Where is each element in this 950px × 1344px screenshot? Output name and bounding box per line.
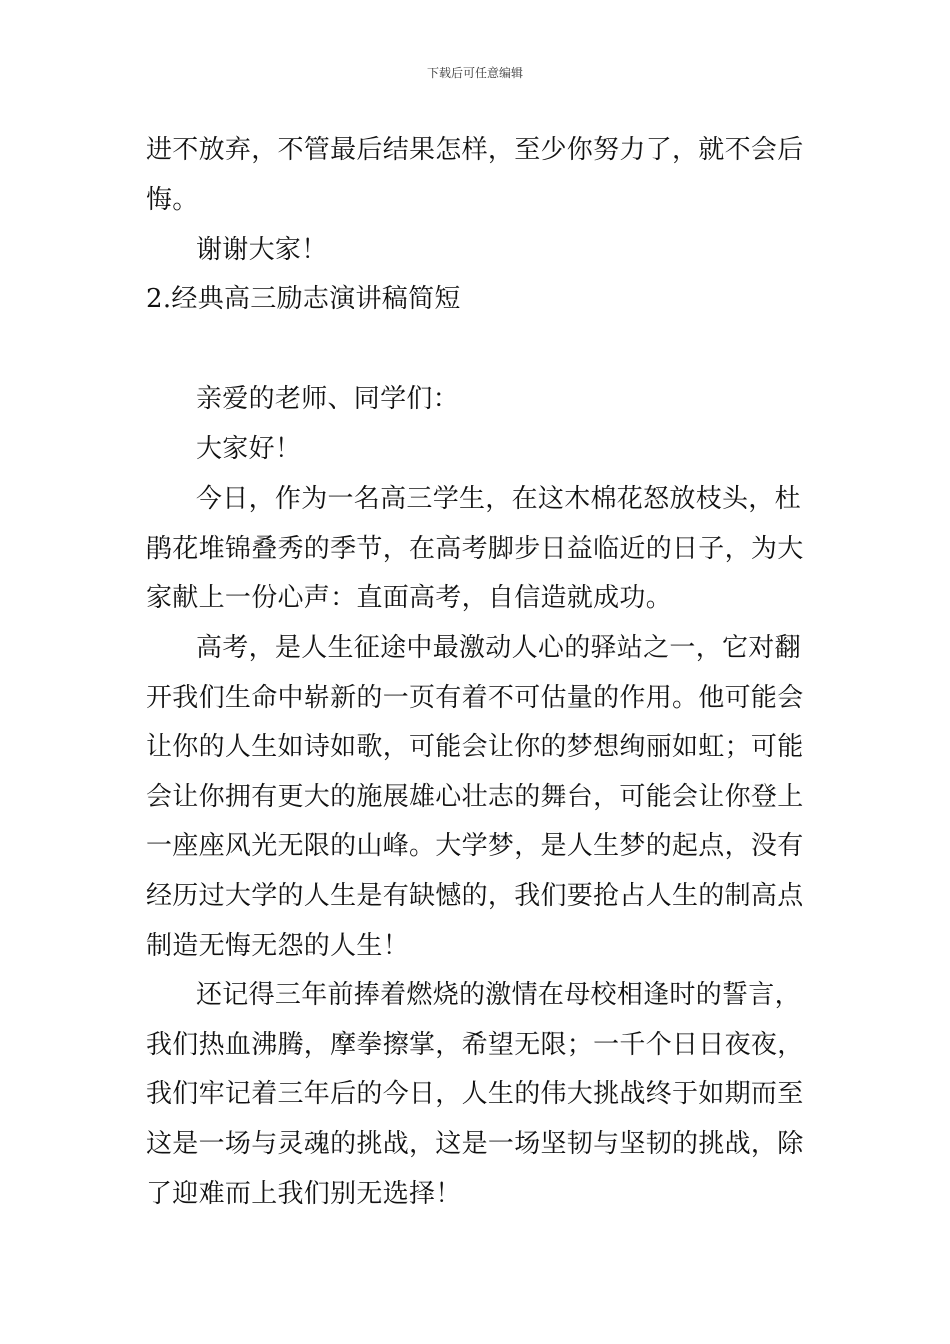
paragraph-line: 谢谢大家！ (196, 235, 328, 265)
paragraph-line: 经历过大学的人生是有缺憾的，我们要抢占人生的制高点 (146, 881, 804, 911)
paragraph-line: 一座座风光无限的山峰。大学梦，是人生梦的起点，没有 (146, 831, 804, 861)
paragraph-line: 还记得三年前捧着燃烧的激情在母校相逢时的誓言， (196, 980, 801, 1010)
paragraph-line: 大家好！ (196, 434, 302, 464)
paragraph-line: 高考，是人生征途中最激动人心的驿站之一，它对翻 (196, 633, 801, 663)
paragraph-line: 开我们生命中崭新的一页有着不可估量的作用。他可能会 (146, 683, 804, 713)
paragraph-line: 这是一场与灵魂的挑战，这是一场坚韧与坚韧的挑战，除 (146, 1129, 804, 1159)
section-heading: 2.经典高三励志演讲稿简短 (146, 284, 461, 314)
paragraph-line: 我们牢记着三年后的今日，人生的伟大挑战终于如期而至 (146, 1079, 804, 1109)
paragraph-line: 亲爱的老师、同学们： (196, 384, 460, 414)
paragraph-line: 今日，作为一名高三学生，在这木棉花怒放枝头，杜 (196, 484, 801, 514)
paragraph-line: 鹃花堆锦叠秀的季节，在高考脚步日益临近的日子，为大 (146, 534, 804, 564)
paragraph-line: 进不放弃，不管最后结果怎样，至少你努力了，就不会后 (146, 135, 804, 165)
paragraph-line: 家献上一份心声：直面高考，自信造就成功。 (146, 583, 673, 613)
paragraph-line: 让你的人生如诗如歌，可能会让你的梦想绚丽如虹；可能 (146, 732, 804, 762)
page-header: 下载后可任意编辑 (426, 66, 523, 80)
paragraph-line: 会让你拥有更大的施展雄心壮志的舞台，可能会让你登上 (146, 782, 804, 812)
paragraph-line: 我们热血沸腾，摩拳擦掌，希望无限；一千个日日夜夜， (146, 1030, 804, 1060)
paragraph-line: 悔。 (146, 185, 199, 215)
paragraph-line: 了迎难而上我们别无选择！ (146, 1179, 462, 1209)
paragraph-line: 制造无悔无怨的人生！ (146, 931, 410, 961)
